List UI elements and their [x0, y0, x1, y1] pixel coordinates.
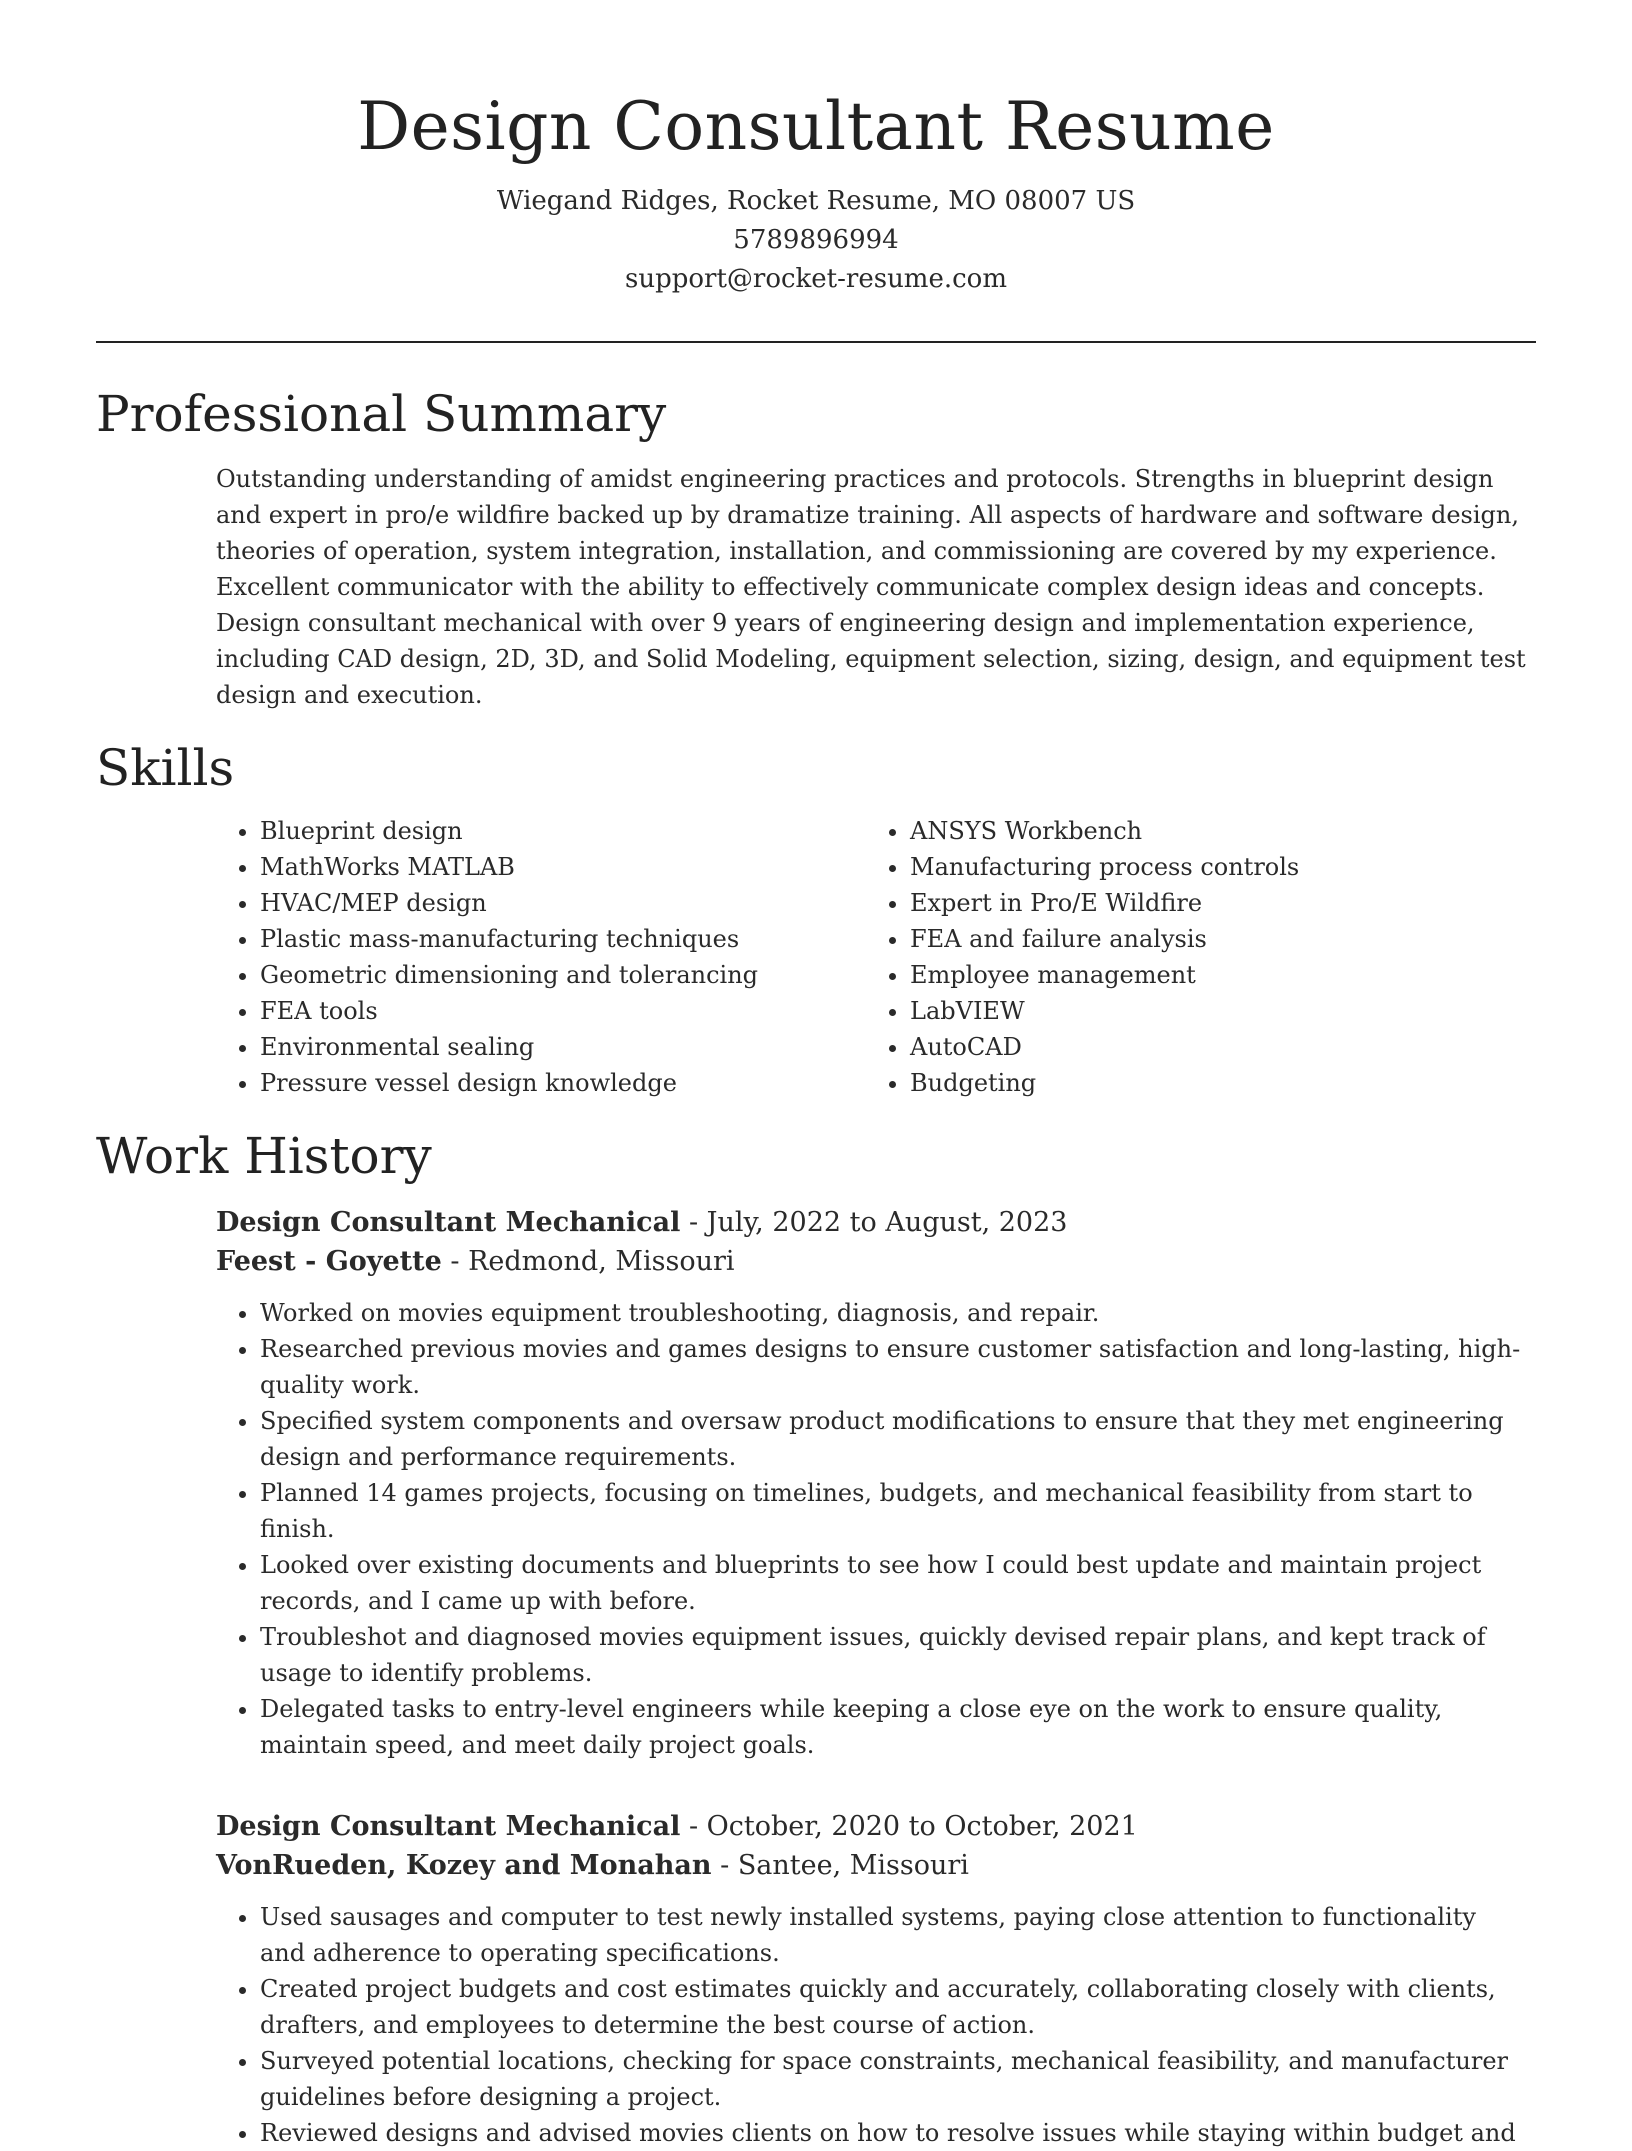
work-history-heading: Work History: [96, 1127, 432, 1185]
skill-item: • FEA tools: [260, 993, 866, 1029]
job-company-line: [216, 1242, 1536, 1281]
skill-item: • Expert in Pro/E Wildfire: [910, 885, 1516, 921]
skill-item: • Plastic mass-manufacturing techniques: [260, 921, 866, 957]
job-bullet: • Troubleshot and diagnosed movies equipment issues, quickly devised repair plans, and kept track of usage to identify problems.: [260, 1619, 1536, 1691]
job-title-line: [216, 1807, 1536, 1846]
job-entry: [216, 1807, 1536, 2151]
job-bullet: • Looked over existing documents and blueprints to see how I could best update and maintain project records, and I came up with before.: [260, 1547, 1536, 1619]
skills-section: [96, 737, 1536, 1101]
separator: -: [711, 1850, 738, 1881]
skill-item: • MathWorks MATLAB: [260, 849, 866, 885]
skill-item: • ANSYS Workbench: [910, 813, 1516, 849]
skill-item: • Geometric dimensioning and tolerancing: [260, 957, 866, 993]
job-bullet: • Specified system components and oversaw product modifications to ensure that they met engineering design and performance requirements.: [260, 1403, 1536, 1475]
skill-item: • Environmental sealing: [260, 1029, 866, 1065]
skill-item: • AutoCAD: [910, 1029, 1516, 1065]
skill-item: • Employee management: [910, 957, 1516, 993]
job-bullet: • Created project budgets and cost estimates quickly and accurately, collaborating closely with clients, drafters, and employees to determine the best course of action.: [260, 1971, 1536, 2043]
contact-email: support@rocket-resume.com: [624, 264, 1007, 294]
job-title-line: [216, 1203, 1536, 1242]
job-company: VonRueden, Kozey and Monahan: [216, 1850, 712, 1881]
job-location: Redmond, Missouri: [468, 1246, 735, 1277]
job-company-line: [216, 1846, 1536, 1885]
job-bullet: • Researched previous movies and games designs to ensure customer satisfaction and long-lasting, high-quality work.: [260, 1331, 1536, 1403]
summary-heading: Professional Summary: [96, 385, 667, 443]
job-bullets: [216, 1899, 1536, 2151]
skill-item: • Blueprint design: [260, 813, 866, 849]
skill-item: • Manufacturing process controls: [910, 849, 1516, 885]
work-history-section: [96, 1125, 1536, 2151]
job-entry: [216, 1203, 1536, 1763]
job-bullets: [216, 1295, 1536, 1763]
resume-page: [96, 0, 1536, 2151]
skills-list-left: [216, 813, 866, 1101]
job-title: Design Consultant Mechanical: [216, 1811, 681, 1842]
skill-item: • FEA and failure analysis: [910, 921, 1516, 957]
job-dates: October, 2020 to October, 2021: [706, 1811, 1138, 1842]
resume-title: Design Consultant Resume: [357, 88, 1275, 165]
skill-item: • HVAC/MEP design: [260, 885, 866, 921]
skills-list-right: [866, 813, 1516, 1101]
skills-heading: Skills: [96, 739, 235, 797]
job-bullet: • Reviewed designs and advised movies clients on how to resolve issues while staying within budget and: [260, 2115, 1536, 2151]
separator: -: [680, 1811, 707, 1842]
separator: -: [441, 1246, 469, 1277]
skill-item: • LabVIEW: [910, 993, 1516, 1029]
job-location: Santee, Missouri: [737, 1850, 969, 1881]
job-bullet: • Delegated tasks to entry-level engineers while keeping a close eye on the work to ensure quality, maintain speed, and meet daily project goals.: [260, 1691, 1536, 1763]
job-bullet: • Planned 14 games projects, focusing on timelines, budgets, and mechanical feasibility from start to finish.: [260, 1475, 1536, 1547]
contact-phone: 5789896994: [733, 225, 899, 255]
header-divider: [96, 341, 1536, 343]
job-bullet: • Worked on movies equipment troubleshooting, diagnosis, and repair.: [260, 1295, 1536, 1331]
job-company: Feest - Goyette: [216, 1246, 442, 1277]
skill-item: • Pressure vessel design knowledge: [260, 1065, 866, 1101]
contact-block: [96, 182, 1536, 299]
skills-columns: [216, 813, 1536, 1101]
job-title: Design Consultant Mechanical: [216, 1207, 681, 1238]
summary-text: Outstanding understanding of amidst engineering practices and protocols. Strengths in blueprint design and expert in pro/e wildfire backed up by dramatize training. All aspects of hardware and software design, theories of operation, system integration, installation, and commissioning are covered by my experience. Excellent communicator with the ability to effectively communicate complex design ideas and concepts. Design consultant mechanical with over 9 years of engineering design and implementation experience, including CAD design, 2D, 3D, and Solid Modeling, equipment selection, sizing, design, and equipment test design and execution.: [216, 465, 1526, 709]
summary-section: [96, 383, 1536, 713]
skill-item: • Budgeting: [910, 1065, 1516, 1101]
job-dates: July, 2022 to August, 2023: [706, 1207, 1068, 1238]
contact-address: Wiegand Ridges, Rocket Resume, MO 08007 US: [496, 186, 1136, 216]
job-bullet: • Used sausages and computer to test newly installed systems, paying close attention to functionality and adherence to operating specifications.: [260, 1899, 1536, 1971]
separator: -: [680, 1207, 707, 1238]
job-bullet: • Surveyed potential locations, checking for space constraints, mechanical feasibility, and manufacturer guidelines before designing a project.: [260, 2043, 1536, 2115]
